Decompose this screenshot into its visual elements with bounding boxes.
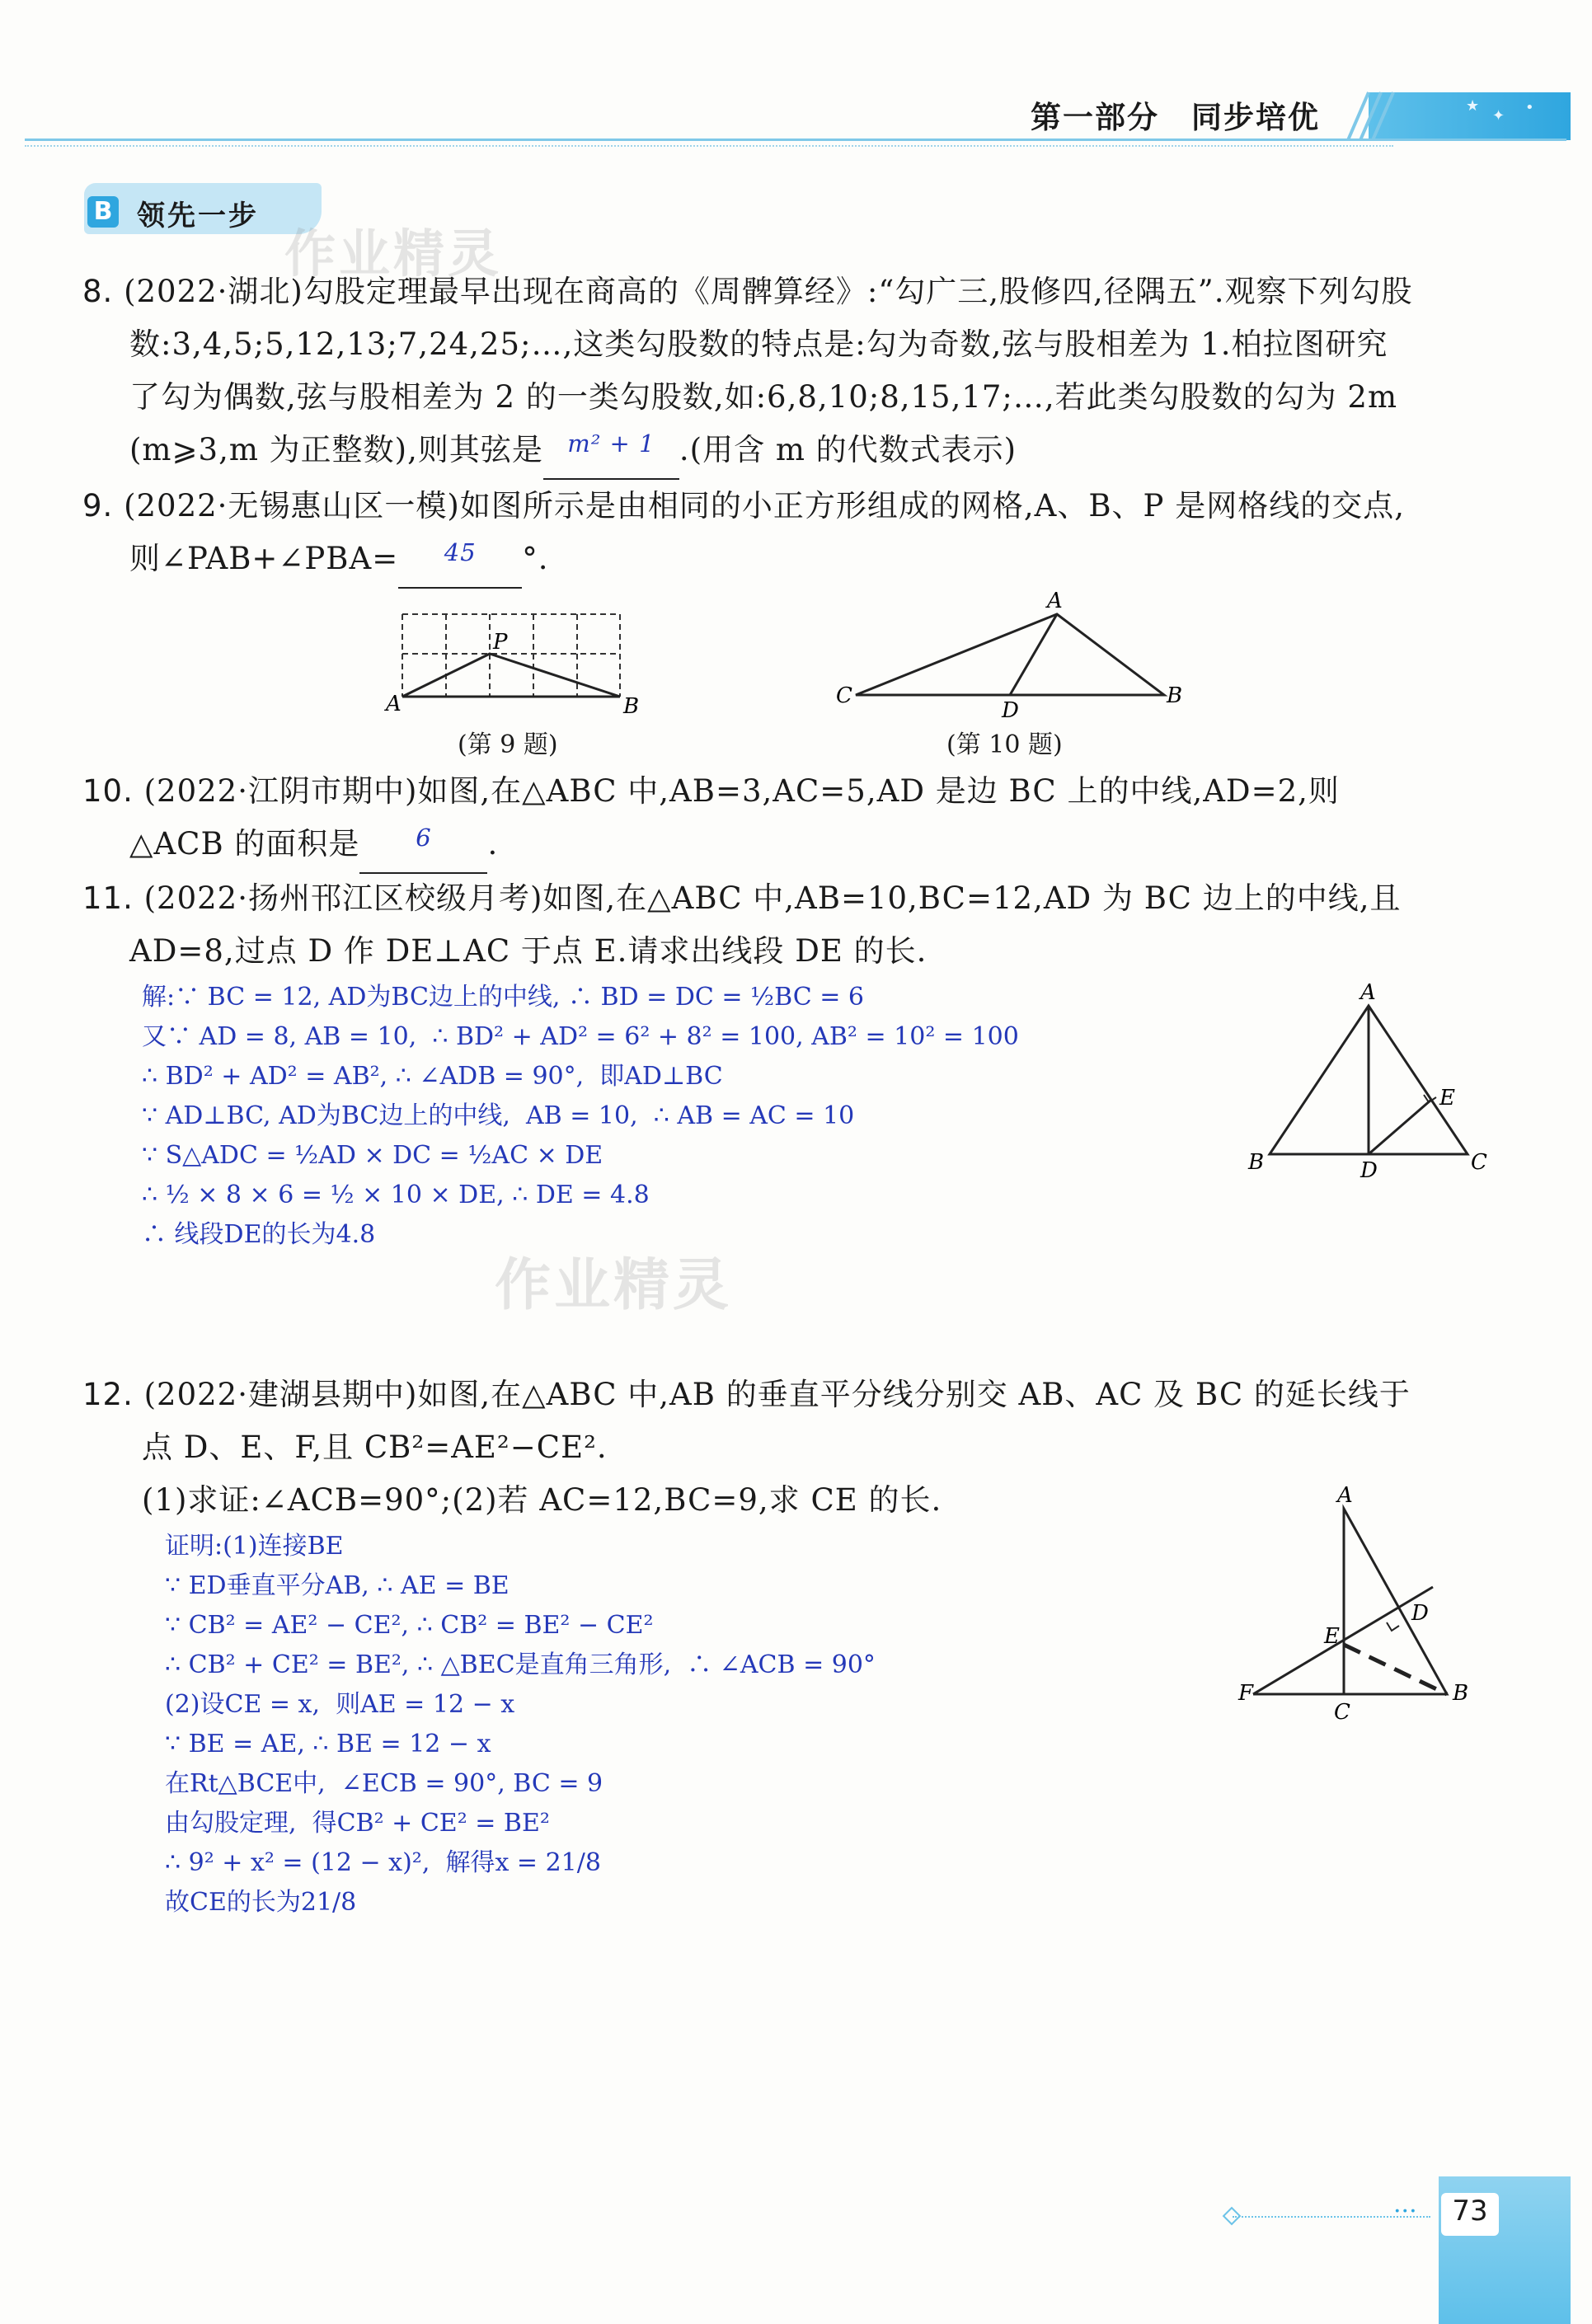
q8-line-4b: .(用含 m 的代数式表示) (679, 432, 1017, 467)
q11-line-1: (2022·扬州邗江区校级月考)如图,在△ABC 中,AB=10,BC=12,AD 为 BC 边上的中线,且 (143, 880, 1402, 916)
question-number: 10. (82, 773, 134, 809)
q8-line-4a: (m⩾3,m 为正整数),则其弦是 (129, 432, 543, 467)
question-10 (82, 765, 1340, 874)
section-badge: B (87, 196, 119, 228)
solution-line: ∵ AD⊥BC, AD为BC边上的中线, AB = 10, ∴ AB = AC = 10 (142, 1101, 855, 1130)
solution-line: ∴ 线段DE的长为4.8 (142, 1220, 376, 1249)
question-11 (82, 872, 1401, 978)
q9-line-2a: 则∠PAB+∠PBA= (129, 541, 399, 576)
question-9 (82, 480, 1405, 589)
solution-line: ∵ S△ADC = ½AD × DC = ½AC × DE (142, 1141, 603, 1170)
solution-line: ∵ ED垂直平分AB, ∴ AE = BE (165, 1571, 510, 1600)
figure-12-triangle (1237, 1484, 1500, 1723)
solution-line: (2)设CE = x, 则AE = 12 − x (165, 1690, 515, 1719)
point-label-b: B (1248, 1150, 1265, 1175)
solution-line: ∴ CB² + CE² = BE², ∴ △BEC是直角三角形, ∴ ∠ACB = 90° (165, 1650, 876, 1679)
star-icon: ✦ (1492, 107, 1505, 124)
q10-line-1: (2022·江阴市期中)如图,在△ABC 中,AB=3,AC=5,AD 是边 BC 上的中线,AD=2,则 (143, 773, 1340, 809)
handwritten-answer: m² + 1 (567, 430, 655, 458)
point-label-c: C (836, 683, 852, 708)
q12-line-2: 点 D、E、F,且 CB²=AE²−CE². (142, 1430, 608, 1465)
section-title: 领先一步 (137, 200, 259, 232)
solution-line: ∵ CB² = AE² − CE², ∴ CB² = BE² − CE² (165, 1611, 654, 1640)
solution-line: 故CE的长为21/8 (165, 1888, 357, 1917)
q11-line-2: AD=8,过点 D 作 DE⊥AC 于点 E.请求出线段 DE 的长. (129, 933, 927, 969)
point-label-e: E (1324, 1624, 1340, 1649)
star-icon: ★ (1466, 97, 1480, 115)
q11-solution (142, 978, 1019, 1255)
handwritten-answer: 6 (416, 824, 432, 852)
point-label-a: A (1047, 589, 1063, 613)
watermark: 作业精灵 (495, 1253, 733, 1318)
point-label-p: P (493, 630, 508, 655)
answer-blank (543, 424, 679, 480)
point-label-c: C (1471, 1150, 1487, 1175)
question-number: 12. (82, 1377, 134, 1412)
point-label-d: D (1360, 1158, 1378, 1183)
q12-solution (165, 1527, 876, 1923)
q12-line-3: (1)求证:∠ACB=90°;(2)若 AC=12,BC=9,求 CE 的长. (142, 1482, 942, 1518)
point-label-b: B (623, 694, 640, 717)
solution-line: ∴ 9² + x² = (12 − x)², 解得x = 21/8 (165, 1848, 601, 1877)
q8-line-3: 了勾为偶数,弦与股相差为 2 的一类勾股数,如:6,8,10;8,15,17;…,若此类勾股数的勾为 2m (129, 379, 1398, 415)
point-label-f: F (1238, 1681, 1254, 1706)
solution-line: ∴ BD² + AD² = AB², ∴ ∠ADB = 90°, 即AD⊥BC (142, 1062, 723, 1091)
q9-line-2b: °. (522, 541, 549, 576)
solution-line: ∵ BE = AE, ∴ BE = 12 − x (165, 1730, 491, 1758)
question-number: 11. (82, 880, 134, 916)
solution-line: 解:∵ BC = 12, AD为BC边上的中线, ∴ BD = DC = ½BC = 6 (142, 983, 864, 1012)
answer-blank (398, 533, 522, 589)
q10-line-2b: . (487, 826, 499, 862)
point-label-a: A (1337, 1484, 1353, 1508)
header-stripes (1331, 91, 1422, 142)
page-number: 73 (1452, 2195, 1488, 2228)
footer-ellipsis: ··· (1393, 2197, 1417, 2226)
point-label-a: A (1360, 981, 1376, 1005)
figure-11-triangle (1237, 981, 1509, 1187)
figure-9-grid (371, 598, 660, 717)
figure-10-triangle (824, 589, 1204, 721)
point-label-c: C (1334, 1700, 1350, 1723)
point-label-d: D (1002, 698, 1019, 721)
answer-blank (359, 818, 487, 874)
header-rule (25, 139, 1566, 141)
q12-line-1: (2022·建湖县期中)如图,在△ABC 中,AB 的垂直平分线分别交 AB、AC 及 BC 的延长线于 (143, 1377, 1411, 1412)
header-title: 第一部分 同步培优 (1031, 100, 1320, 135)
q9-line-1: (2022·无锡惠山区一模)如图所示是由相同的小正方形组成的网格,A、B、P 是网格线的交点, (124, 488, 1405, 523)
point-label-d: D (1411, 1601, 1429, 1626)
solution-line: 又∵ AD = 8, AB = 10, ∴ BD² + AD² = 6² + 8² = 100, AB² = 10² = 100 (142, 1022, 1019, 1051)
watermark: 作业精灵 (284, 223, 503, 284)
point-label-b: B (1167, 683, 1183, 708)
question-8 (82, 265, 1412, 480)
question-number: 9. (82, 488, 114, 523)
figure-10-caption: (第 10 题) (946, 730, 1063, 759)
diamond-icon (1223, 2207, 1242, 2226)
q8-line-1: (2022·湖北)勾股定理最早出现在商高的《周髀算经》:“勾广三,股修四,径隅五”.观察下列勾股 (124, 274, 1413, 309)
solution-line: 由勾股定理, 得CB² + CE² = BE² (165, 1809, 550, 1838)
handwritten-answer: 45 (444, 538, 477, 566)
solution-line: 在Rt△BCE中, ∠ECB = 90°, BC = 9 (165, 1769, 603, 1798)
star-icon: • (1525, 99, 1534, 116)
figure-9-caption: (第 9 题) (458, 730, 558, 759)
point-label-e: E (1439, 1086, 1455, 1110)
solution-line: ∴ ½ × 8 × 6 = ½ × 10 × DE, ∴ DE = 4.8 (142, 1181, 650, 1209)
solution-line: 证明:(1)连接BE (165, 1532, 344, 1561)
q10-line-2a: △ACB 的面积是 (129, 826, 360, 862)
question-number: 8. (82, 274, 114, 309)
header-dotted-rule (25, 145, 1393, 147)
point-label-b: B (1453, 1681, 1469, 1706)
question-12 (82, 1369, 1411, 1527)
point-label-a: A (386, 692, 402, 716)
q8-line-2: 数:3,4,5;5,12,13;7,24,25;…,这类勾股数的特点是:勾为奇数,弦与股相差为 1.柏拉图研究 (129, 326, 1388, 362)
